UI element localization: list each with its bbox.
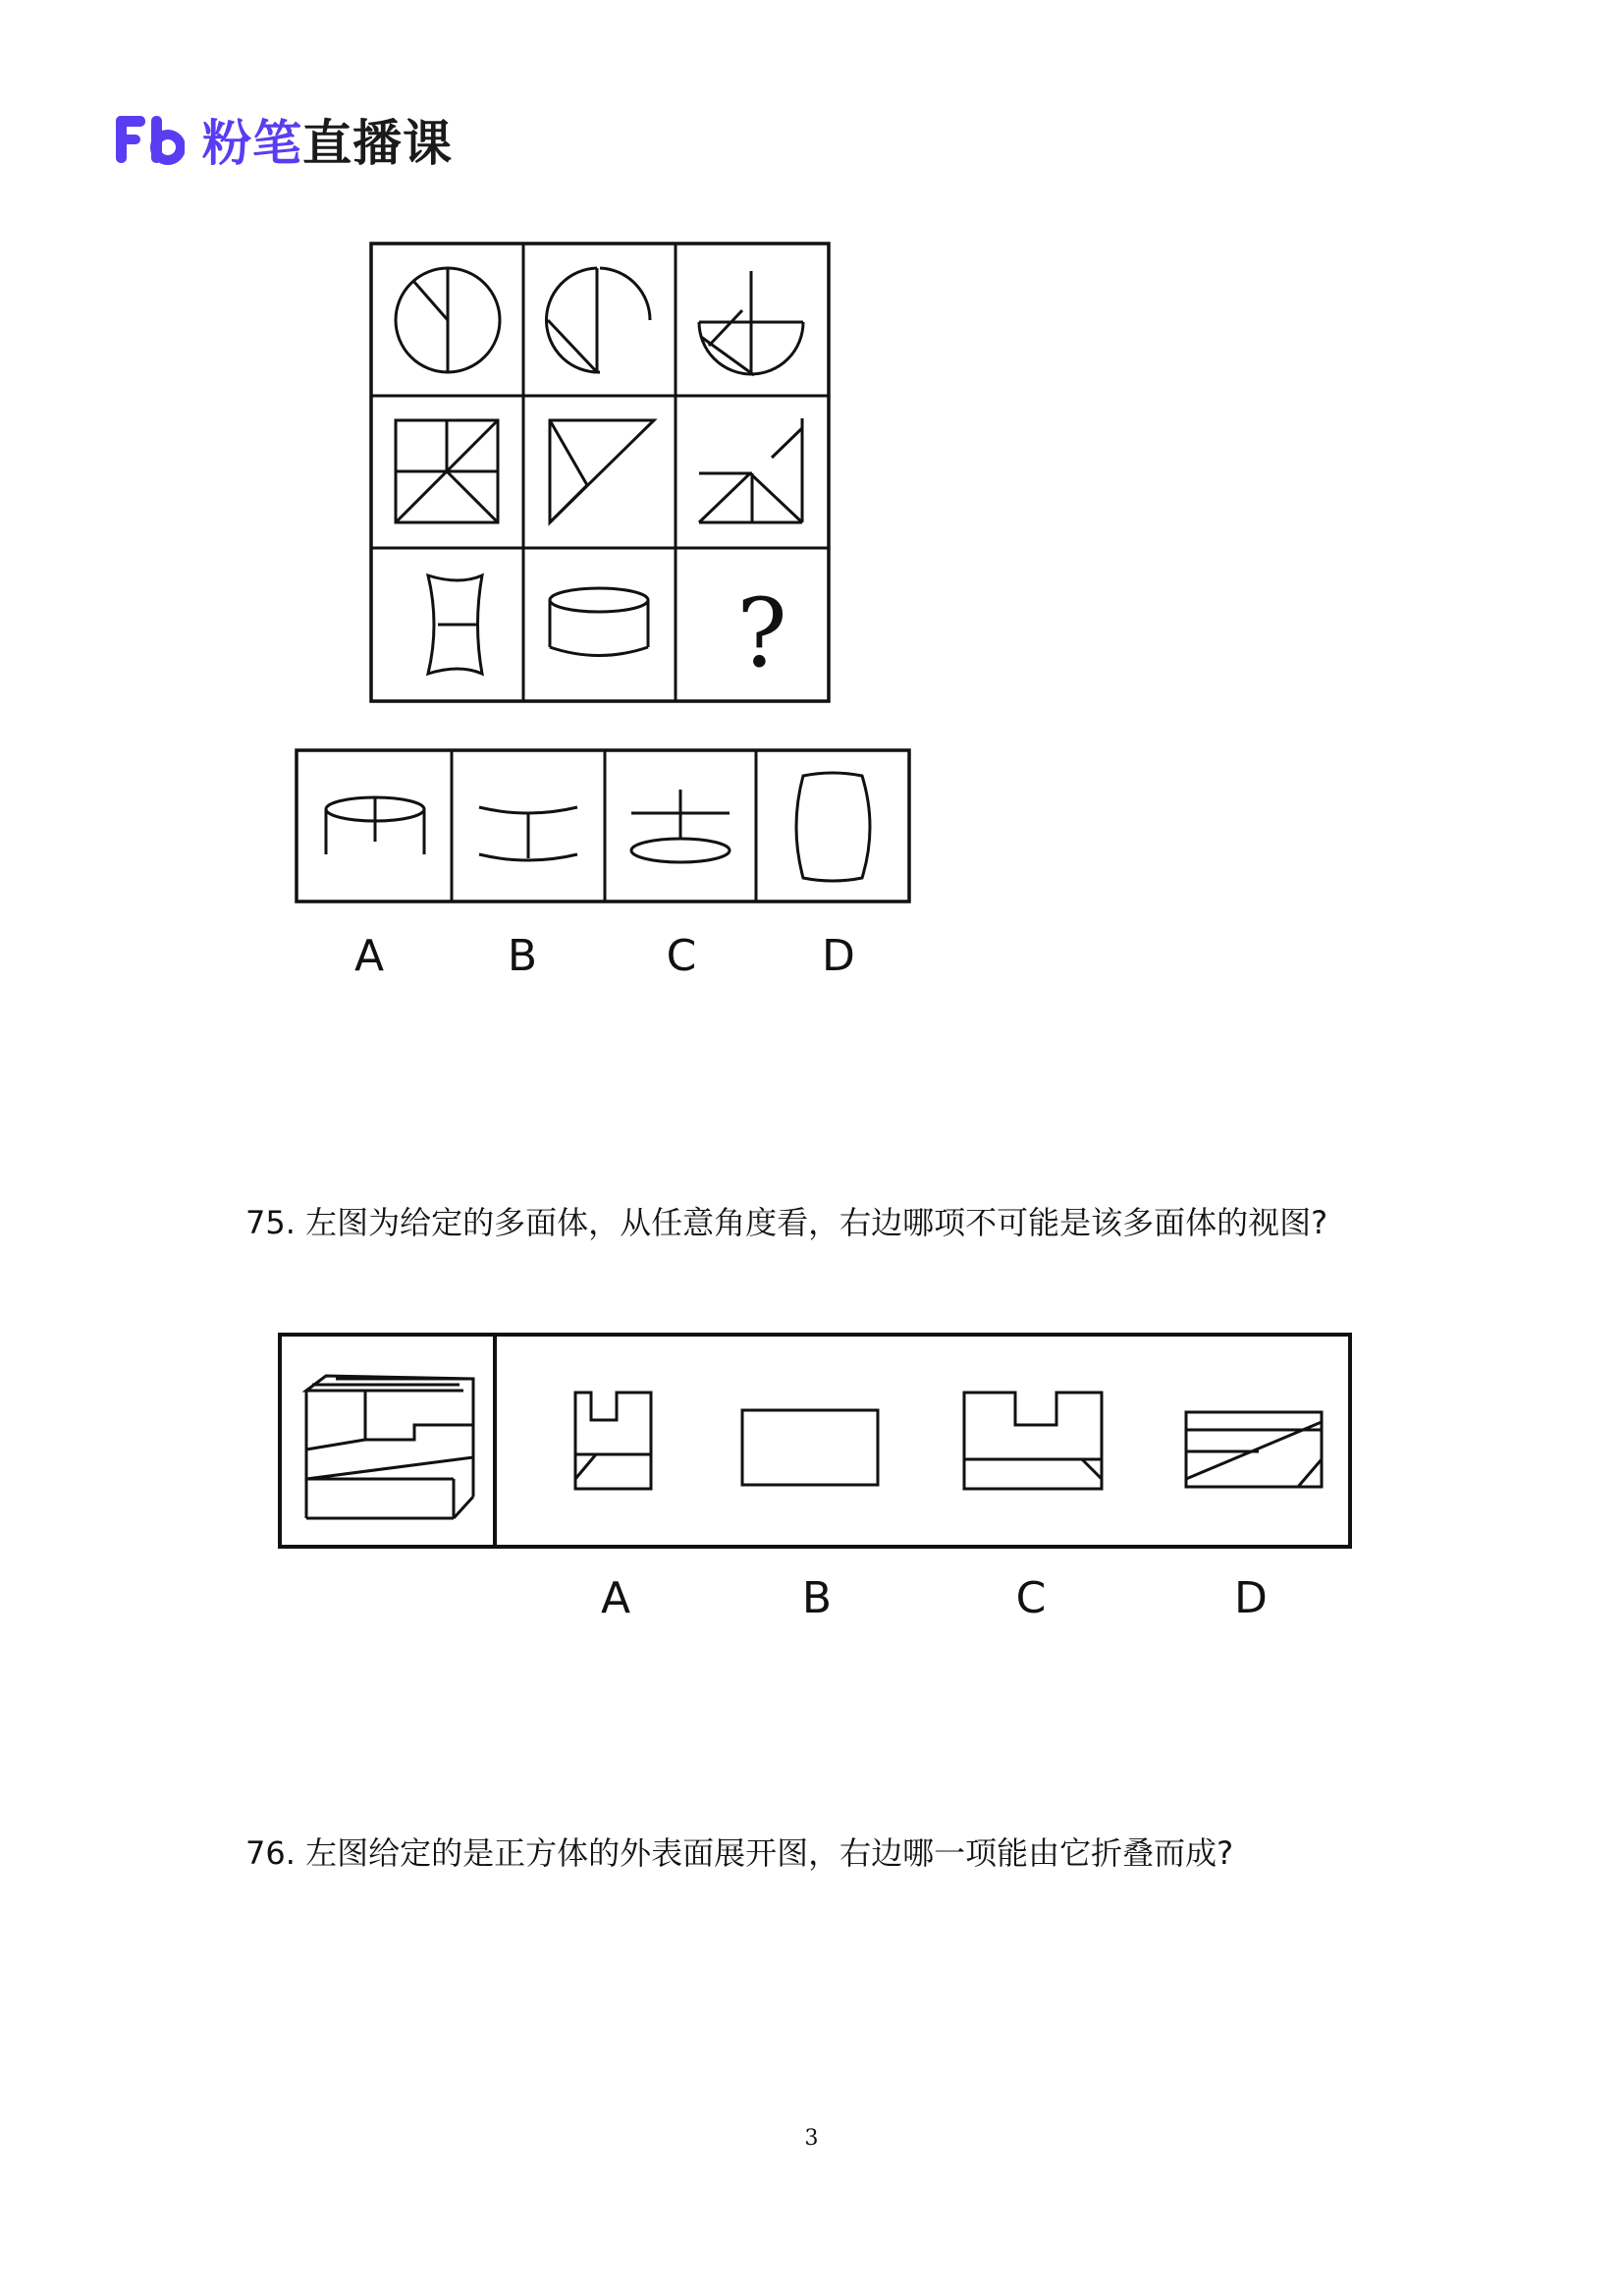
q75-question-text: 75. 左图为给定的多面体，从任意角度看，右边哪项不可能是该多面体的视图?: [245, 1204, 1328, 1241]
q74-option-b-label: B: [507, 931, 538, 981]
option-b-view: [742, 1410, 878, 1485]
cell-curved-prism: [428, 575, 482, 674]
option-c-shape: [631, 790, 730, 862]
cell-open-arc: [546, 268, 650, 372]
cell-cylinder: [550, 588, 648, 656]
q76-question-text: 76. 左图给定的是正方体的外表面展开图，右边哪一项能由它折叠而成?: [245, 1834, 1234, 1872]
q75-figure: [277, 1332, 1357, 1626]
option-d-shape: [796, 773, 870, 881]
q75-option-c-label: C: [1015, 1573, 1047, 1623]
option-c-view: [964, 1393, 1102, 1489]
fenbi-logo-icon: [116, 114, 185, 165]
q75-option-d-label: D: [1234, 1573, 1268, 1623]
q75-option-a-label: A: [600, 1573, 631, 1623]
brand-accent: 粉笔: [202, 115, 302, 172]
option-a-shape: [326, 797, 424, 854]
cell-triangle: [550, 420, 654, 522]
cell-half-circle-cross: [699, 271, 803, 375]
cell-circle-divided: [396, 268, 500, 372]
header: [116, 110, 453, 172]
brand-rest: 直播课: [302, 115, 453, 172]
q74-grid-figure: [369, 242, 833, 705]
cell-square-cross: [396, 420, 498, 522]
q74-option-d-label: D: [822, 931, 855, 981]
polyhedron-3d-shape: [306, 1376, 473, 1518]
q75-option-b-label: B: [801, 1573, 833, 1623]
brand-name: [202, 104, 453, 175]
q74-options-figure: [295, 748, 915, 994]
option-a-view: [575, 1393, 651, 1489]
page-number: 3: [804, 2126, 819, 2151]
option-d-view: [1186, 1412, 1322, 1487]
option-b-shape: [479, 807, 577, 860]
q74-option-c-label: C: [666, 931, 697, 981]
cell-corner-lines: [699, 418, 802, 522]
question-mark: ?: [736, 583, 787, 682]
q74-option-a-label: A: [353, 931, 385, 981]
